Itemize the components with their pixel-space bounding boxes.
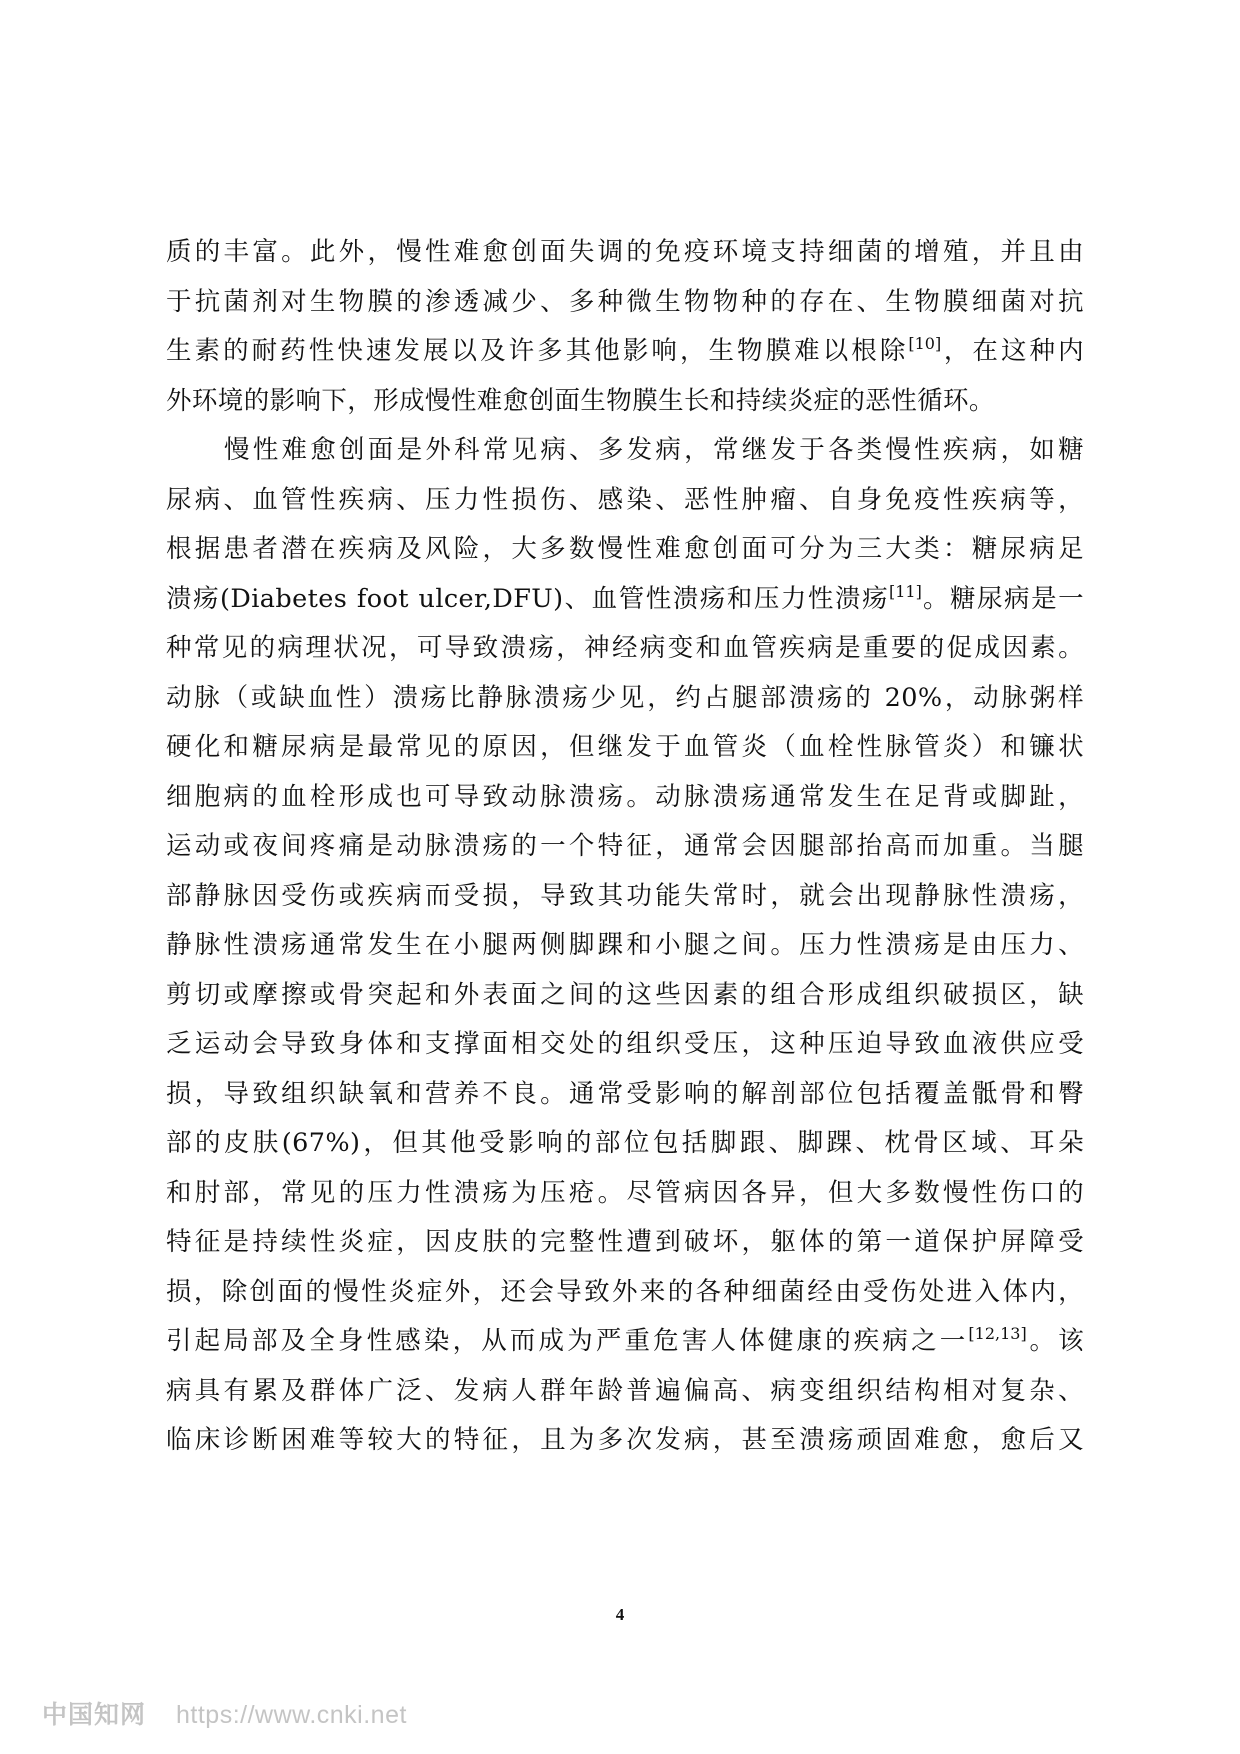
text-line: 根据患者潜在疾病及风险，大多数慢性难愈创面可分为三大类：糖尿病足: [166, 534, 1084, 564]
text-line: 临床诊断困难等较大的特征，且为多次发病，甚至溃疡顽固难愈，愈后又: [166, 1425, 1084, 1455]
text-line: 损，导致组织缺氧和营养不良。通常受影响的解剖部位包括覆盖骶骨和臀: [166, 1078, 1084, 1109]
text-line: 静脉性溃疡通常发生在小腿两侧脚踝和小腿之间。压力性溃疡是由压力、: [166, 930, 1084, 960]
citation-ref: [12,13]: [968, 1324, 1027, 1343]
text-line: 硬化和糖尿病是最常见的原因，但继发于血管炎（血栓性脉管炎）和镰状: [166, 732, 1084, 762]
page-number: 4: [615, 1605, 625, 1624]
text-line: 尿病、血管性疾病、压力性损伤、感染、恶性肿瘤、自身免疫性疾病等，: [166, 484, 1084, 515]
citation-ref: [11]: [888, 581, 922, 601]
text-line: 质的丰富。此外，慢性难愈创面失调的免疫环境支持细菌的增殖，并且由: [166, 237, 1084, 267]
paragraph-1: [166, 228, 1084, 426]
text-line: 引起局部及全身性感染，从而成为严重危害人体健康的疾病之一[12,13]。该: [166, 1324, 1085, 1356]
text-line: 动脉（或缺血性）溃疡比静脉溃疡少见，约占腿部溃疡的 20%，动脉粥样: [166, 682, 1084, 713]
cnki-watermark: [42, 1695, 407, 1731]
page-body: [166, 228, 1084, 1466]
text-line: 剪切或摩擦或骨突起和外表面之间的这些因素的组合形成组织破损区，缺: [166, 979, 1084, 1010]
text-line: 外环境的影响下，形成慢性难愈创面生物膜生长和持续炎症的恶性循环。: [166, 385, 995, 416]
text-line: 特征是持续性炎症，因皮肤的完整性遭到破坏，躯体的第一道保护屏障受: [166, 1227, 1084, 1257]
citation-ref: [10]: [908, 334, 942, 353]
text-line: 慢性难愈创面是外科常见病、多发病，常继发于各类慢性疾病，如糖: [224, 435, 1084, 465]
text-line: 种常见的病理状况，可导致溃疡，神经病变和血管疾病是重要的促成因素。: [166, 633, 1084, 663]
text-line: 病具有累及群体广泛、发病人群年龄普遍偏高、病变组织结构相对复杂、: [166, 1375, 1084, 1406]
text-line: 和肘部，常见的压力性溃疡为压疮。尽管病因各异，但大多数慢性伤口的: [166, 1177, 1084, 1208]
text-line: 细胞病的血栓形成也可导致动脉溃疡。动脉溃疡通常发生在足背或脚趾，: [166, 781, 1084, 812]
text-line: 生素的耐药性快速发展以及许多其他影响，生物膜难以根除[10]，在这种内: [166, 334, 1084, 366]
watermark-brand: 中国知网: [42, 1701, 147, 1729]
text-line: 损，除创面的慢性炎症外，还会导致外来的各种细菌经由受伤处进入体内，: [166, 1276, 1084, 1307]
text-line: 乏运动会导致身体和支撑面相交处的组织受压，这种压迫导致血液供应受: [166, 1029, 1084, 1059]
text-line: 运动或夜间疼痛是动脉溃疡的一个特征，通常会因腿部抬高而加重。当腿: [166, 831, 1084, 861]
text-line: 部静脉因受伤或疾病而受损，导致其功能失常时，就会出现静脉性溃疡，: [166, 880, 1084, 911]
text-line: 部的皮肤(67%)，但其他受影响的部位包括脚跟、脚踝、枕骨区域、耳朵: [166, 1128, 1084, 1158]
text-line: 于抗菌剂对生物膜的渗透减少、多种微生物物种的存在、生物膜细菌对抗: [166, 286, 1084, 317]
watermark-url: https://www.cnki.net: [176, 1701, 407, 1729]
paragraph-2: [166, 426, 1084, 1466]
text-line: 溃疡(Diabetes foot ulcer,DFU)、血管性溃疡和压力性溃疡[11]。糖尿病是一: [166, 581, 1084, 614]
